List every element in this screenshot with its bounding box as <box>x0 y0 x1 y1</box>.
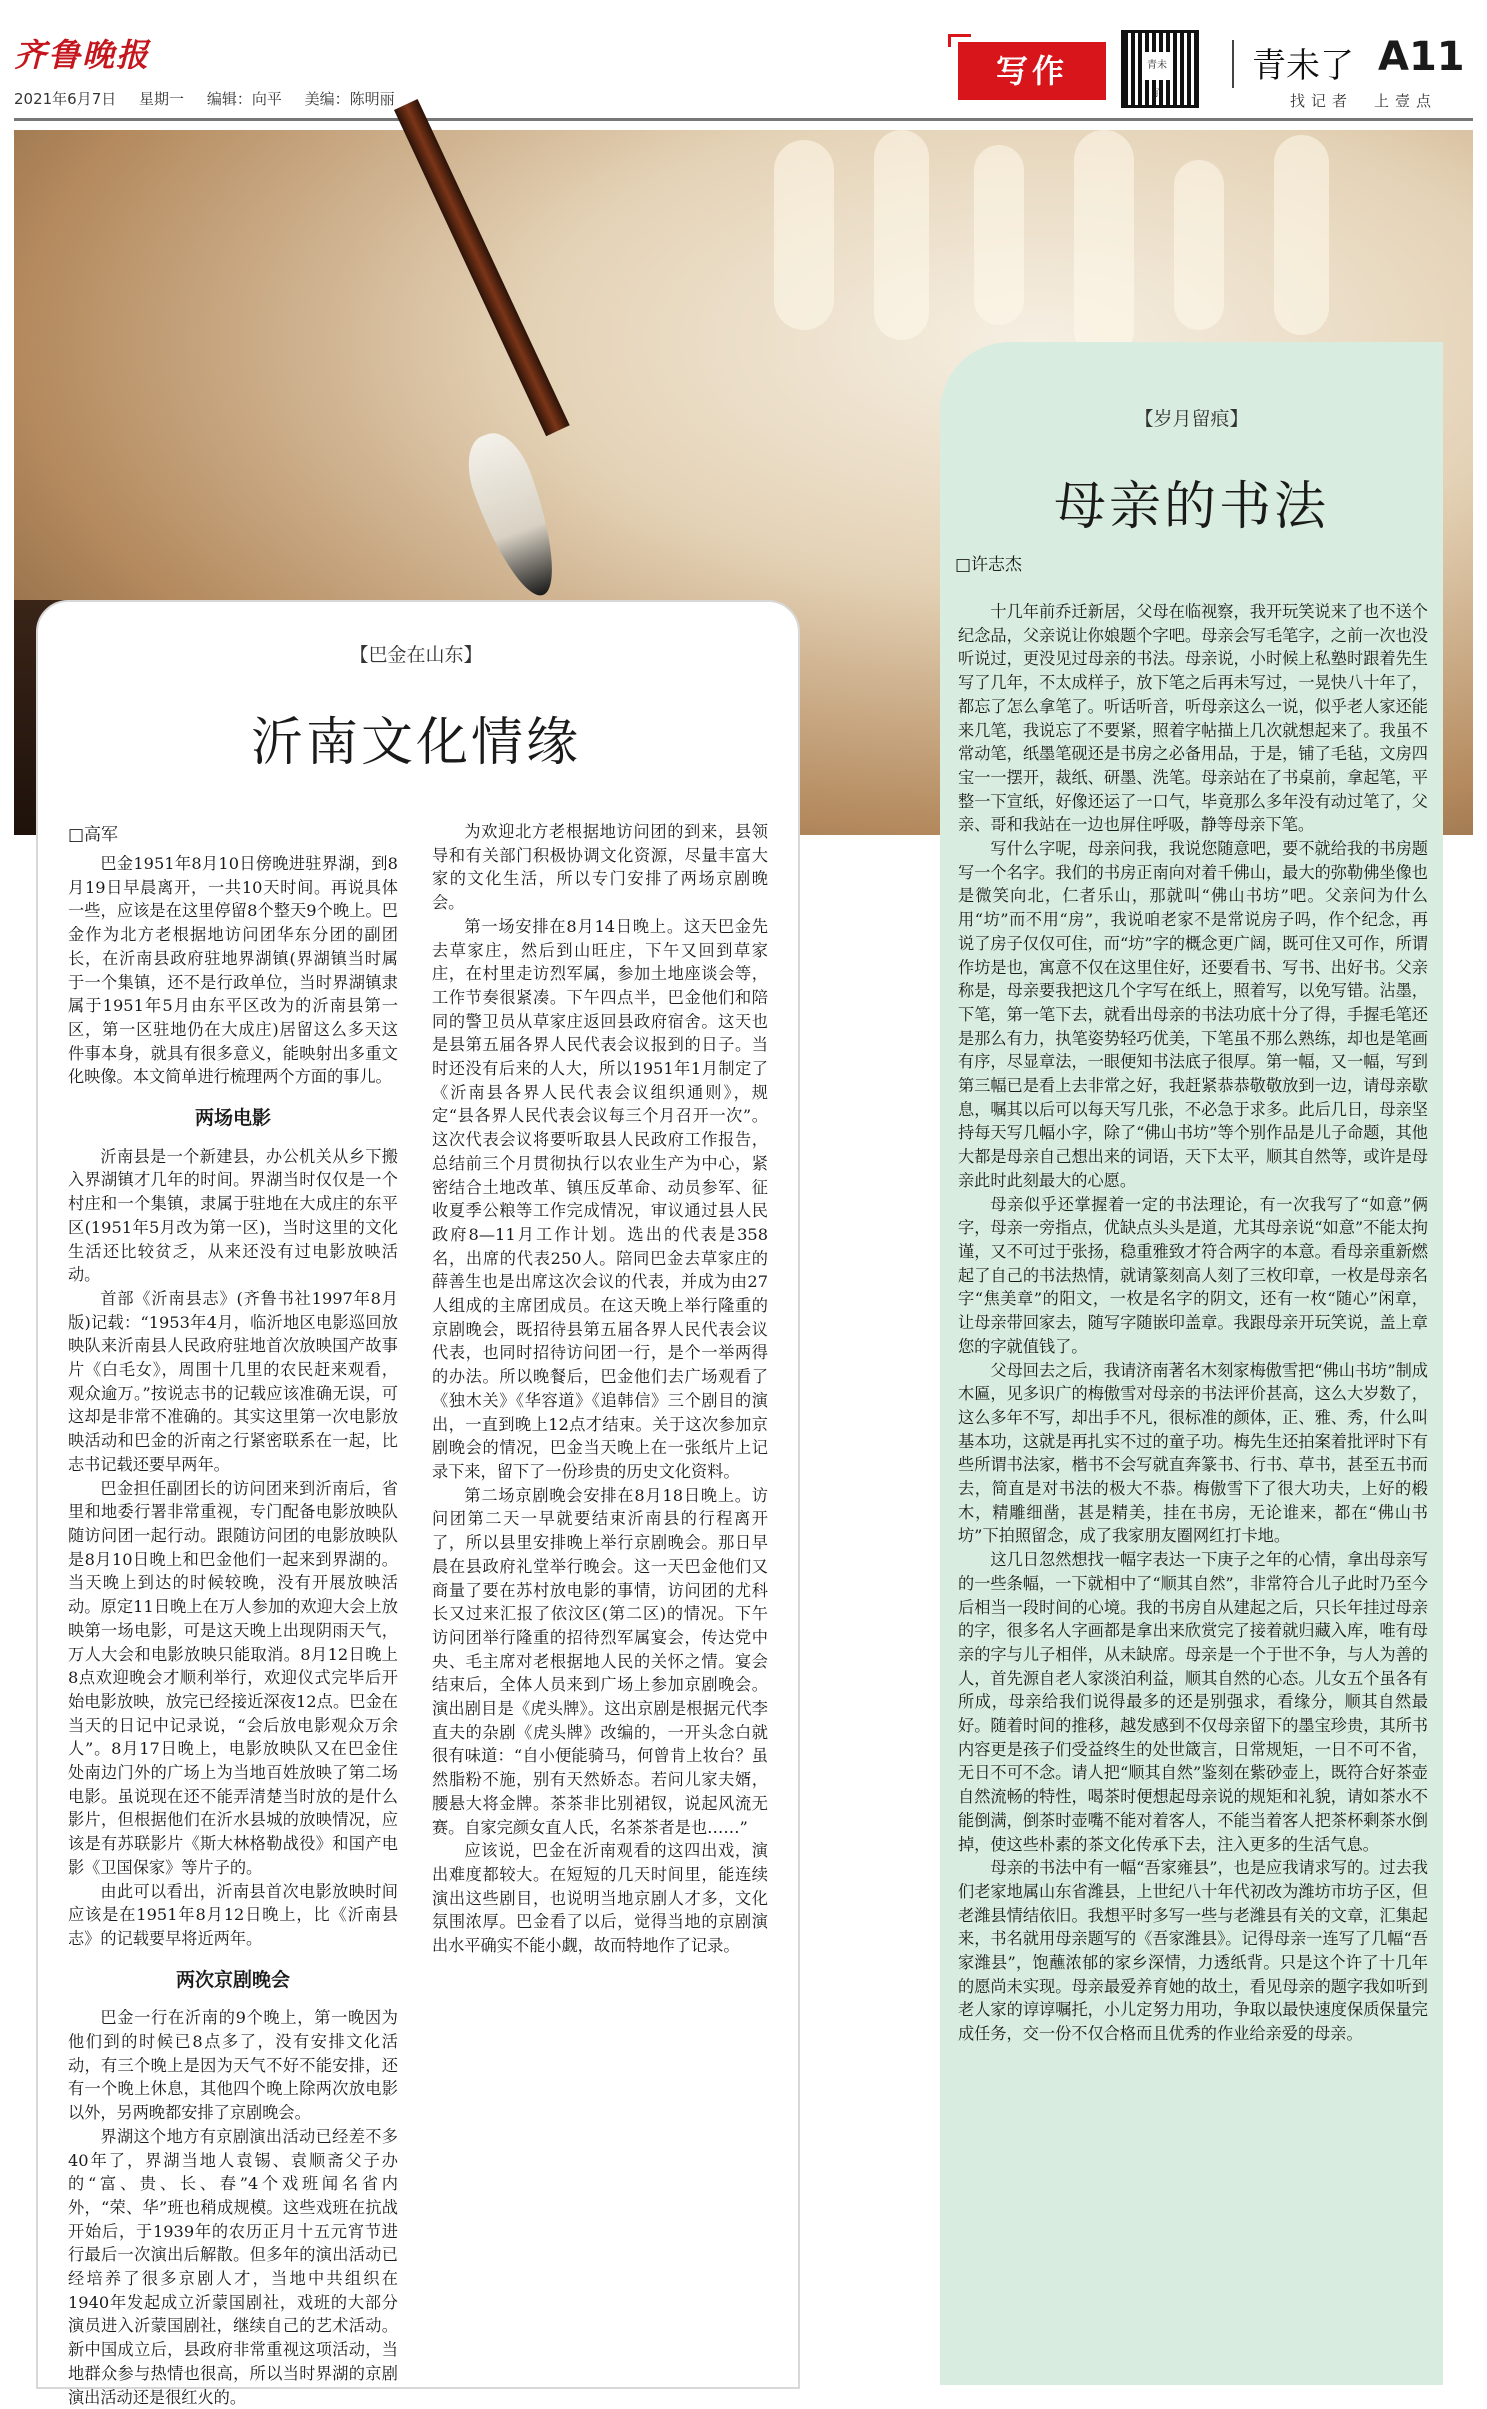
right-article-tag: 【岁月留痕】 <box>1134 408 1249 430</box>
left-article-column-2 <box>432 820 768 2375</box>
header-divider <box>1232 40 1234 88</box>
subheading: 两场电影 <box>194 1107 271 1130</box>
left-article-author: □高军 <box>68 825 119 845</box>
paragraph: 应该说，巴金在沂南观看的这四出戏，演出难度都较大。在短短的几天时间里，能连续演出这些剧目，也说明当地京剧人才多，文化氛围浓厚。巴金看了以后，觉得当地的京剧演出水平确实不能小觑，故而特地作了记录。 <box>432 1841 768 1956</box>
left-article-column-1 <box>68 852 398 2407</box>
paragraph: 巴金担任副团长的访问团来到沂南后，省里和地委行署非常重视，专门配备电影放映队随访问团一起行动。跟随访问团的电影放映队是8月10日晚上和巴金他们一起来到界湖的。当天晚上到达的时候较晚，没有开展放映活动。原定11日晚上在万人参加的欢迎大会上放映第一场电影，可是这天晚上出现阴雨天气，万人大会和电影放映只能取消。8月12日晚上8点欢迎晚会才顺利举行，欢迎仪式完毕后开始电影放映，放完已经接近深夜12点。巴金在当天的日记中记录说，“会后放电影观众万余人”。8月17日晚上，电影放映队又在巴金住处南边门外的广场上为当地百姓放映了第二场电影。虽说现在还不能弄清楚当时放的是什么影片，但根据他们在沂水县城的放映情况，应该是有苏联影片《斯大林格勒战役》和国产电影《卫国保家》等片子的。 <box>68 1478 398 1877</box>
paragraph: 母亲的书法中有一幅“吾家雍县”，也是应我请求写的。过去我们老家地属山东省潍县，上世纪八十年代初改为潍坊市坊子区，但老潍县情结依旧。我想平时多写一些与老潍县有关的文章，汇集起来，书名就用母亲题写的《吾家潍县》。记得母亲一连写了几幅“吾家潍县”，饱蘸浓郁的家乡深情，力透纸背。只是这个许了十几年的愿尚未实现。母亲最爱养育她的故土，看见母亲的题字我如听到老人家的谆谆嘱托，小儿定努力用功，争取以最快速度保质保量完成任务，交一份不仅合格而且优秀的作业给亲爱的母亲。 <box>958 1858 1428 2044</box>
paragraph: 由此可以看出，沂南县首次电影放映时间应该是在1951年8月12日晚上，比《沂南县志》的记载要早将近两年。 <box>68 1881 398 1948</box>
left-article-tag: 【巴金在山东】 <box>349 644 483 666</box>
paragraph: 十几年前乔迁新居，父母在临视察，我开玩笑说来了也不送个纪念品，父亲说让你娘题个字吧。母亲会写毛笔字，之前一次也没听说过，更没见过母亲的书法。母亲说，小时候上私塾时跟着先生写了几年，不太成样子，放下笔之后再未写过，一晃快八十年了，都忘了怎么拿笔了。听话听音，听母亲这么一说，似乎老人家还能来几笔，我说忘了不要紧，照着字帖描上几次就想起来了。我虽不常动笔，纸墨笔砚还是书房之必备用品，于是，铺了毛毡，文房四宝一一摆开，裁纸、研墨、洗笔。母亲站在了书桌前，拿起笔，平整一下宣纸，好像还运了一口气，毕竟那么多年没有动过笔了，父亲、哥和我站在一边也屏住呼吸，静等母亲下笔。 <box>958 602 1428 835</box>
paragraph: 为欢迎北方老根据地访问团的到来，县领导和有关部门积极协调文化资源，尽量丰富大家的文化生活，所以专门安排了两场京剧晚会。 <box>432 822 768 913</box>
right-article-title: 母亲的书法 <box>1053 477 1329 537</box>
paragraph: 界湖这个地方有京剧演出活动已经差不多40年了，界湖当地人袁锡、袁顺斋父子办的“富、贵、长、春”4个戏班闻名省内外，“荣、华”班也稍成规模。这些戏班在抗战开始后，于1939年的农历正月十五元宵节进行最后一次演出后解散。但多年的演出活动已经培养了很多京剧人才，当地中共组织在1940年发起成立沂蒙国剧社，戏班的大部分演员进入沂蒙国剧社，继续自己的艺术活动。新中国成立后，县政府非常重视这项活动，当地群众参与热情也很高，所以当时界湖的京剧演出活动还是很红火的。 <box>68 2126 398 2407</box>
paragraph: 母亲似乎还掌握着一定的书法理论，有一次我写了“如意”俩字，母亲一旁指点，优缺点头头是道，尤其母亲说“如意”不能太拘谨，又不可过于张扬，稳重雅致才符合两字的本意。看母亲重新燃起了自己的书法热情，就请篆刻高人刻了三枚印章，一枚是母亲名字“焦美章”的阳文，一枚是名字的阴文，还有一枚“随心”闲章，让母亲带回家去，随写字随嵌印盖章。我跟母亲开玩笑说，盖上章您的字就值钱了。 <box>958 1194 1428 1356</box>
paragraph: 写什么字呢，母亲问我，我说您随意吧，要不就给我的书房题写一个名字。我们的书房正南向对着千佛山，最大的弥勒佛坐像也是微笑向北，仁者乐山，那就叫“佛山书坊”吧。父亲问为什么用“坊”而不用“房”，我说咱老家不是常说房子吗，作个纪念，再说了房子仅仅可住，而“坊”字的概念更广阔，既可住又可作，所谓作坊是也，寓意不仅在这里住好，还要看书、写书、出好书。父亲称是，母亲要我把这几个字写在纸上，照着写，以免写错。沾墨，下笔，第一笔下去，就看出母亲的书法功底十分了得，手握毛笔还是那么有力，执笔姿势轻巧优美，下笔虽不那么熟练，却也是笔画有序，尽显章法，一眼便知书法底子很厚。第一幅，又一幅，写到第三幅已是看上去非常之好，我赶紧恭恭敬敬放到一边，请母亲歇息，嘱其以后可以每天写几张，不必急于求多。此后几日，母亲坚持每天写几幅小字，除了“佛山书坊”等个别作品是儿子命题，其他大都是母亲自己想出来的词语，天下太平，顺其自然等，或许是母亲此时此刻最大的心愿。 <box>958 839 1428 1190</box>
qr-code-label: 青未了 <box>1143 52 1171 80</box>
paragraph: 第一场安排在8月14日晚上。这天巴金先去草家庄，然后到山旺庄，下午又回到草家庄，在村里走访烈军属，参加土地座谈会等，工作节奏很紧凑。下午四点半，巴金他们和陪同的警卫员从草家庄返回县政府宿舍。这天也是县第五届各界人民代表会议报到的日子。当时还没有后来的人大，所以1951年1月制定了《沂南县各界人民代表会议组织通则》，规定“县各界人民代表会议每三个月召开一次”。这次代表会议将要听取县人民政府工作报告，总结前三个月贯彻执行以农业生产为中心，紧密结合土地改革、镇压反革命、动员参军、征收夏季公粮等工作完成情况，审议通过县人民政府8—11月工作计划。选出的代表是358名，出席的代表250人。陪同巴金去草家庄的薛善生也是出席这次会议的代表，并成为由27人组成的主席团成员。在这天晚上举行隆重的京剧晚会，既招待县第五届各界人民代表会议代表，也同时招待访问团一行，是个一举两得的办法。所以晚餐后，巴金他们去广场观看了《独木关》《华容道》《追韩信》三个剧目的演出，一直到晚上12点才结束。关于这次参加京剧晚会的情况，巴金当天晚上在一张纸片上记录下来，留下了一份珍贵的历史文化资料。 <box>432 916 768 1481</box>
paragraph: 首部《沂南县志》(齐鲁书社1997年8月版)记载：“1953年4月，临沂地区电影巡回放映队来沂南县人民政府驻地首次放映国产故事片《白毛女》，周围十几里的农民赶来观看，观众逾万。”按说志书的记载应该准确无误，可这却是非常不准确的。其实这里第一次电影放映活动和巴金的沂南之行紧密联系在一起，比志书记载还要早两年。 <box>68 1288 398 1474</box>
left-article-title: 沂南文化情缘 <box>250 713 581 773</box>
section-label: 写作 <box>958 42 1106 100</box>
issue-meta <box>14 88 413 109</box>
issue-date: 2021年6月7日 <box>14 90 117 108</box>
paragraph: 沂南县是一个新建县，办公机关从乡下搬入界湖镇才几年的时间。界湖当时仅仅是一个村庄和一个集镇，隶属于驻地在大成庄的东平区(1951年5月改为第一区)，当时这里的文化生活还比较贫乏，从来还没有过电影放映活动。 <box>68 1146 398 1285</box>
header-rule <box>14 118 1473 121</box>
subheading: 两次京剧晚会 <box>175 1968 290 1991</box>
paragraph: 巴金1951年8月10日傍晚进驻界湖，到8月19日早晨离开，一共10天时间。再说具体一些，应该是在这里停留8个整天9个晚上。巴金作为北方老根据地访问团华东分团的副团长，在沂南县政府驻地界湖镇(界湖镇当时属于一个集镇，还不是行政单位，当时界湖镇隶属于1951年5月由东平区改为的沂南县第一区，第一区驻地仍在大成庄)居留这么多天这件事本身，就具有很多意义，能映射出多重文化映像。本文简单进行梳理两个方面的事儿。 <box>68 854 398 1087</box>
issue-weekday: 星期一 <box>139 90 185 108</box>
right-article-author: □许志杰 <box>955 555 1023 575</box>
art-editor-credit: 美编：陈明丽 <box>304 90 395 108</box>
reporter-line: 找记者 上壹点 <box>1290 92 1438 110</box>
paragraph: 巴金一行在沂南的9个晚上，第一晚因为他们到的时候已8点多了，没有安排文化活动，有三个晚上是因为天气不好不能安排，还有一个晚上休息，其他四个晚上除两次放电影以外，另两晚都安排了京剧晚会。 <box>68 2008 398 2123</box>
page-section-name: 青未了 <box>1252 46 1354 86</box>
newspaper-logo: 齐鲁晚报 <box>14 36 151 74</box>
page-number: A11 <box>1378 34 1465 80</box>
editor-credit: 编辑：向平 <box>206 90 282 108</box>
paragraph: 第二场京剧晚会安排在8月18日晚上。访问团第二天一早就要结束沂南县的行程离开了，所以县里安排晚上举行京剧晚会。那日早晨在县政府礼堂举行晚会。这一天巴金他们又商量了要在苏村放电影的事情，访问团的尤科长又过来汇报了依汶区(第二区)的情况。下午访问团举行隆重的招待烈军属宴会，传达党中央、毛主席对老根据地人民的关怀之情。宴会结束后，全体人员来到广场上参加京剧晚会。演出剧目是《虎头牌》。这出京剧是根据元代李直夫的杂剧《虎头牌》改编的，一开头念白就很有味道：“自小便能骑马，何曾肯上妆台？虽然脂粉不施，别有天然娇态。若问儿家夫婿，腰悬大将金牌。茶茶非比别裙钗，说起风流无赛。自家完颜女直人氏，名茶茶者是也……” <box>432 1485 768 1837</box>
paragraph: 父母回去之后，我请济南著名木刻家梅傲雪把“佛山书坊”制成木匾，见多识广的梅傲雪对母亲的书法评价甚高，这么大岁数了，这么多年不写，却出手不凡，很标准的颜体，正、雅、秀，什么叫基本功，这就是再扎实不过的童子功。梅先生还拍案着批评时下有些所谓书法家，楷书不会写就直奔篆书、行书、草书，甚至五书而去，简直是对书法的极大不恭。梅傲雪下了很大功夫，上好的椴木，精雕细凿，甚是精美，挂在书房，无论谁来，都在“佛山书坊”下拍照留念，成了我家朋友圈网红打卡地。 <box>958 1360 1428 1546</box>
right-article-body <box>958 600 1428 2375</box>
paragraph: 这几日忽然想找一幅字表达一下庚子之年的心情，拿出母亲写的一些条幅，一下就相中了“顺其自然”，非常符合儿子此时乃至今后相当一段时间的心境。我的书房自从建起之后，只长年挂过母亲的字，很多名人字画都是拿出来欣赏完了接着就归藏入库，唯有母亲的字与儿子相伴，从未缺席。母亲是一个于世不争，与人为善的人，首先源自老人家淡泊利益，顺其自然的心态。儿女五个虽各有所成，母亲给我们说得最多的还是别强求，看缘分，顺其自然最好。随着时间的推移，越发感到不仅母亲留下的墨宝珍贵，其所书内容更是孩子们受益终生的处世箴言，日常规矩，一日不可不省，无日不可不念。请人把“顺其自然”鉴刻在紫砂壶上，既符合好茶壶自然流畅的特性，喝茶时便想起母亲说的规矩和礼貌，请如茶水不能倒满，倒茶时壶嘴不能对着客人，不能当着客人把茶杯剩茶水倒掉，使这些朴素的茶文化传承下去，注入更多的生活气息。 <box>958 1550 1428 1854</box>
